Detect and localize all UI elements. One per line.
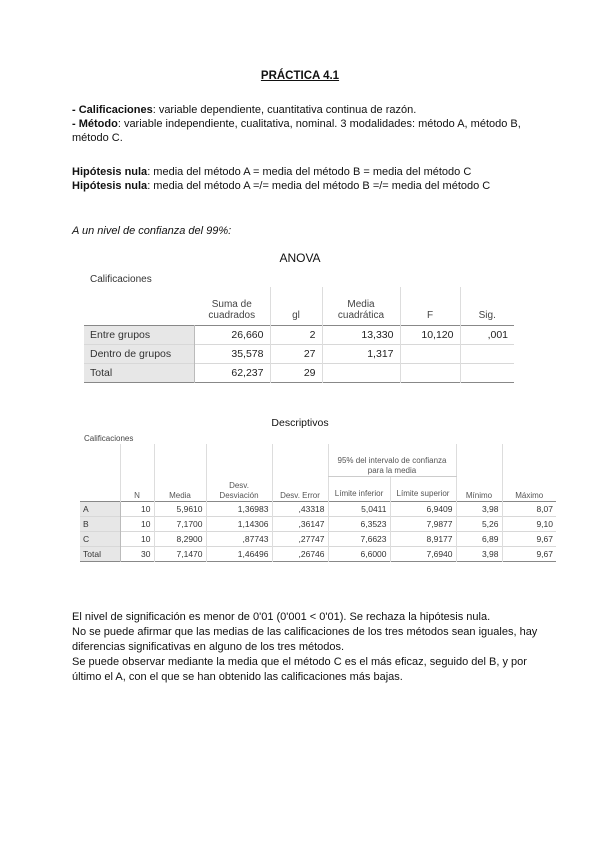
descriptives-header-cell: Desv. Desviación — [206, 444, 272, 502]
descriptives-header-cell: Mínimo — [456, 444, 502, 502]
alt-hypothesis-text: : media del método A =/= media del método B =/= media del método C — [147, 180, 491, 192]
table-row — [84, 326, 514, 345]
table-cell: 30 — [141, 549, 151, 559]
table-cell: 1,14306 — [206, 517, 272, 532]
dependent-variable-line — [72, 103, 542, 117]
descriptives-row-label: A — [80, 502, 120, 517]
descriptives-title: Descriptivos — [271, 417, 329, 429]
table-cell: 1,36983 — [206, 502, 272, 517]
table-cell: 8,9177 — [390, 532, 456, 547]
anova-header-cell — [84, 287, 194, 326]
table-row — [80, 532, 556, 547]
anova-row-label: Total — [84, 364, 194, 383]
anova-header-cell: Media cuadrática — [322, 287, 400, 326]
table-cell — [400, 345, 460, 364]
confidence-interval-header: 95% del intervalo de confianza para la media — [328, 444, 456, 477]
anova-table — [84, 287, 514, 383]
variables-block — [72, 103, 542, 145]
table-cell — [322, 364, 400, 383]
table-cell: ,87743 — [206, 532, 272, 547]
descriptives-subtitle: Calificaciones — [84, 434, 134, 443]
conclusion-block — [72, 610, 552, 685]
table-cell: 10 — [141, 504, 151, 514]
conclusion-line: No se puede afirmar que las medias de las calificaciones de los tres métodos sean iguales, hay diferencias significativas en alguno de los tres métodos. — [72, 626, 538, 653]
descriptives-table — [80, 444, 556, 562]
table-cell: 6,6000 — [328, 547, 390, 562]
table-cell: ,001 — [460, 326, 514, 345]
table-cell: 9,67 — [502, 532, 556, 547]
descriptives-header-cell: Desv. Error — [272, 444, 328, 502]
table-row — [80, 547, 556, 562]
table-cell: 6,89 — [456, 532, 502, 547]
table-cell: 10 — [141, 534, 151, 544]
descriptives-header-cell: Máximo — [502, 444, 556, 502]
table-cell: 5,0411 — [328, 502, 390, 517]
alt-hypothesis-label: Hipótesis nula — [72, 180, 148, 192]
table-cell: 10 — [141, 519, 151, 529]
table-cell: ,36147 — [272, 517, 328, 532]
table-cell: 7,6940 — [390, 547, 456, 562]
table-cell — [400, 364, 460, 383]
descriptives-header-cell: Media — [154, 444, 206, 502]
hypotheses-block — [72, 165, 542, 193]
table-cell: 7,1470 — [154, 547, 206, 562]
table-cell: 5,9610 — [154, 502, 206, 517]
table-cell — [460, 364, 514, 383]
page-title: PRÁCTICA 4.1 — [260, 70, 340, 82]
table-cell: 9,67 — [502, 547, 556, 562]
null-hypothesis-text: : media del método A = media del método B = media del método C — [147, 166, 472, 178]
independent-variable-label: - Método — [72, 118, 118, 130]
table-cell: 1,317 — [322, 345, 400, 364]
anova-header-cell: F — [400, 287, 460, 326]
anova-subtitle: Calificaciones — [90, 274, 152, 285]
descriptives-row-label: B — [80, 517, 120, 532]
null-hypothesis-label: Hipótesis nula — [72, 166, 148, 178]
table-cell: 7,9877 — [390, 517, 456, 532]
table-cell: 29 — [270, 364, 322, 383]
conclusion-line: Se puede observar mediante la media que el método C es el más eficaz, seguido del B, y por último el A, con el que se han obtenido las calificaciones más bajas. — [72, 656, 527, 683]
table-cell: 13,330 — [322, 326, 400, 345]
table-cell: ,26746 — [272, 547, 328, 562]
table-cell: 7,6623 — [328, 532, 390, 547]
descriptives-header-cell: Límite inferior — [328, 477, 390, 502]
table-cell: 35,578 — [231, 348, 264, 360]
null-hypothesis-line — [72, 165, 542, 179]
table-cell: 62,237 — [231, 367, 264, 379]
anova-title: ANOVA — [279, 251, 321, 265]
table-cell: ,43318 — [272, 502, 328, 517]
table-row — [84, 345, 514, 364]
table-cell: 8,07 — [502, 502, 556, 517]
table-cell: 26,660 — [231, 329, 264, 341]
descriptives-header-cell: Límite superior — [390, 477, 456, 502]
table-cell: 2 — [270, 326, 322, 345]
table-cell — [460, 345, 514, 364]
anova-header-row — [84, 287, 514, 326]
dependent-variable-text: : variable dependiente, cuantitativa continua de razón. — [152, 104, 417, 116]
dependent-variable-label: - Calificaciones — [72, 104, 153, 116]
table-row — [80, 517, 556, 532]
table-cell: 1,46496 — [206, 547, 272, 562]
independent-variable-text: : variable independiente, cualitativa, nominal. 3 modalidades: método A, método B, método C. — [72, 118, 521, 144]
table-cell: 27 — [270, 345, 322, 364]
table-cell: ,27747 — [272, 532, 328, 547]
table-cell: 8,2900 — [154, 532, 206, 547]
table-cell: 7,1700 — [154, 517, 206, 532]
table-cell: 3,98 — [456, 502, 502, 517]
alt-hypothesis-line — [72, 179, 542, 193]
descriptives-row-label: C — [80, 532, 120, 547]
conclusion-line: El nivel de significación es menor de 0'01 (0'001 < 0'01). Se rechaza la hipótesis nula. — [72, 611, 491, 623]
confidence-level-text: A un nivel de confianza del 99%: — [72, 225, 232, 237]
table-cell: 10,120 — [400, 326, 460, 345]
table-row — [80, 502, 556, 517]
table-cell: 6,9409 — [390, 502, 456, 517]
table-row — [84, 364, 514, 383]
table-cell: 9,10 — [502, 517, 556, 532]
anova-row-label: Dentro de grupos — [84, 345, 194, 364]
descriptives-row-label: Total — [80, 547, 120, 562]
anova-header-cell: Suma de cuadrados — [208, 299, 256, 321]
anova-header-cell: gl — [270, 287, 322, 326]
table-cell: 6,3523 — [328, 517, 390, 532]
descriptives-header-cell — [80, 444, 120, 502]
table-cell: 3,98 — [456, 547, 502, 562]
anova-header-cell: Sig. — [460, 287, 514, 326]
anova-row-label: Entre grupos — [84, 326, 194, 345]
table-cell: 5,26 — [456, 517, 502, 532]
descriptives-header-cell: N — [120, 444, 154, 502]
independent-variable-line — [72, 117, 542, 145]
